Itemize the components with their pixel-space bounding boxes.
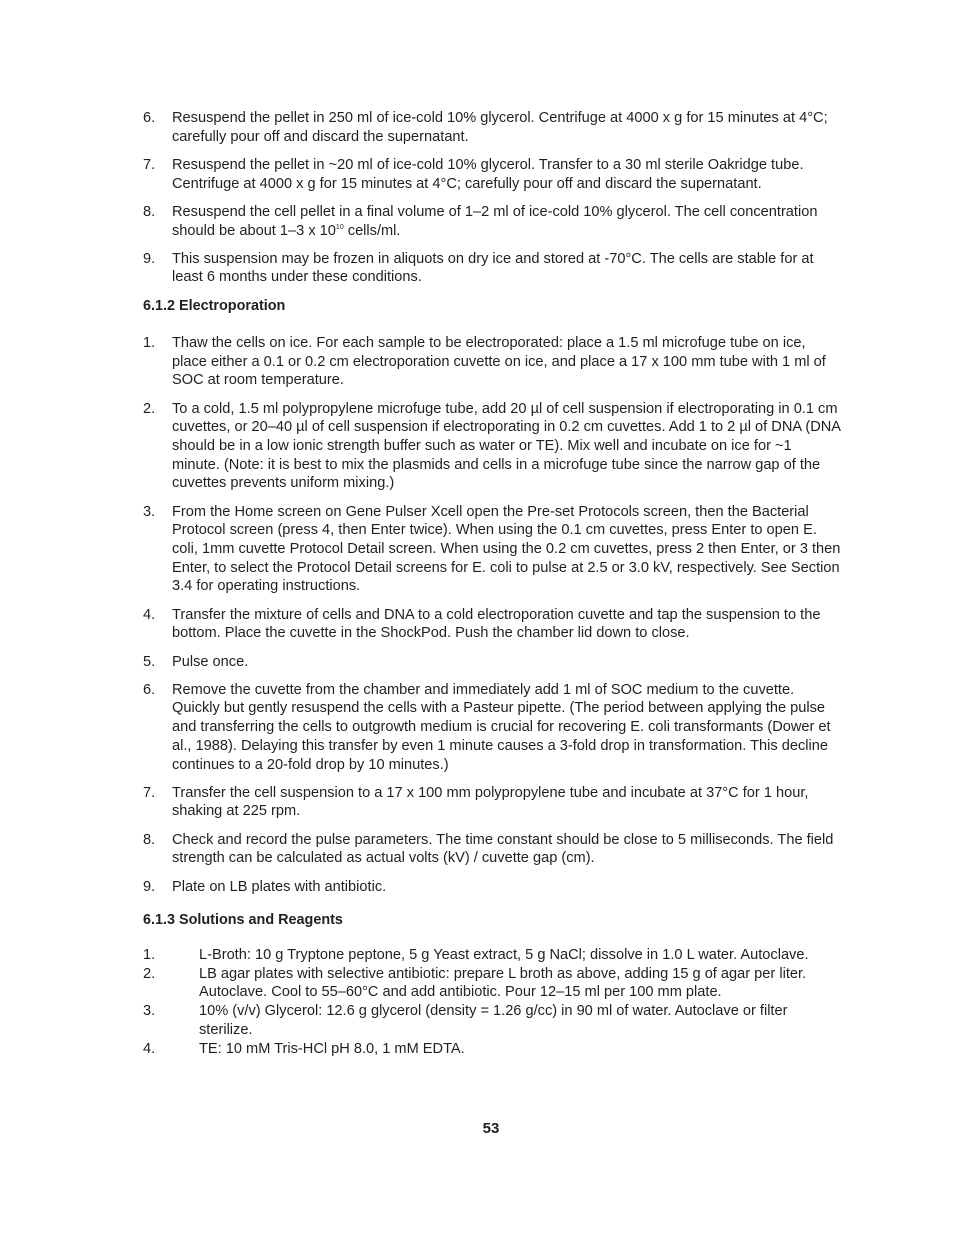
item-text: 10% (v/v) Glycerol: 12.6 g glycerol (density = 1.26 g/cc) in 90 ml of water. Autoclave or filter sterilize. bbox=[199, 1003, 788, 1038]
item-number: 2. bbox=[143, 965, 156, 982]
list-item bbox=[0, 1002, 954, 1039]
procedure-list-preparation bbox=[0, 109, 954, 297]
item-text: LB agar plates with selective antibiotic: prepare L broth as above, adding 15 g of agar per liter. Autoclave. Cool to 55–60°C and add antibiotic. Pour 12–15 ml per 100 mm plate. bbox=[199, 965, 807, 1001]
item-number: 4. bbox=[143, 1040, 156, 1057]
reagent-list bbox=[0, 946, 954, 1058]
item-text-post: cells/ml. bbox=[343, 222, 401, 239]
item-number: 6. bbox=[143, 681, 156, 698]
item-text: This suspension may be frozen in aliquots on dry ice and stored at -70°C. The cells are stable for at least 6 months under these conditions. bbox=[172, 250, 814, 286]
item-text: Thaw the cells on ice. For each sample to be electroporated: place a 1.5 ml microfuge tube on ice, place either a 0.1 or 0.2 cm electroporation cuvette on ice, and place a 17 x 100 mm tube with 1 ml of SOC at room temperature. bbox=[172, 335, 826, 389]
item-number: 7. bbox=[143, 784, 156, 801]
page-number: 53 bbox=[482, 1120, 500, 1137]
list-item bbox=[0, 681, 954, 775]
list-item bbox=[0, 334, 954, 390]
list-item bbox=[0, 965, 954, 1002]
item-text: Transfer the mixture of cells and DNA to a cold electroporation cuvette and tap the suspension to the bottom. Place the cuvette in the ShockPod. Push the chamber lid down to close. bbox=[172, 606, 821, 642]
list-item bbox=[0, 250, 954, 287]
item-text: Pulse once. bbox=[172, 653, 249, 670]
list-item bbox=[0, 203, 954, 240]
item-number: 8. bbox=[143, 203, 156, 220]
section-heading-solutions: 6.1.3 Solutions and Reagents bbox=[143, 912, 343, 928]
item-number: 6. bbox=[143, 110, 156, 126]
item-text: To a cold, 1.5 ml polypropylene microfuge tube, add 20 µl of cell suspension if electroporating in 0.1 cm cuvettes, or 20–40 µl of cell suspension if electroporating in 0.2 cm cuvettes. Add 1 to 2 µl of DNA (DNA should be in a low ionic strength buffer such as water or TE). Mix well and incubate on ice for ~1 minute. (Note: it is best to mix the plasmids and cells in a microfuge tube since the narrow gap of the cuvettes prevents uniform mixing.) bbox=[172, 400, 841, 492]
item-text: Resuspend the pellet in 250 ml of ice-cold 10% glycerol. Centrifuge at 4000 x g for 15 minutes at 4°C; carefully pour off and discard the supernatant. bbox=[172, 110, 828, 145]
procedure-list-electroporation bbox=[0, 334, 954, 906]
item-text bbox=[172, 204, 817, 239]
item-number: 9. bbox=[143, 878, 156, 895]
item-text: Transfer the cell suspension to a 17 x 100 mm polypropylene tube and incubate at 37°C for 1 hour, shaking at 225 rpm. bbox=[172, 784, 809, 820]
item-number: 9. bbox=[143, 250, 156, 267]
item-text: Remove the cuvette from the chamber and immediately add 1 ml of SOC medium to the cuvette. Quickly but gently resuspend the cells with a Pasteur pipette. (The period between applying the pulse and transferring the cells to outgrowth medium is crucial for recovering E. coli transformants (Dower et al., 1988). Delaying this transfer by even 1 minute causes a 3-fold drop in transformation. This decline continues to a 20-fold drop by 10 minutes.) bbox=[172, 681, 831, 773]
item-text: Resuspend the pellet in ~20 ml of ice-cold 10% glycerol. Transfer to a 30 ml sterile Oakridge tube. Centrifuge at 4000 x g for 15 minutes at 4°C; carefully pour off and discard the supernatant. bbox=[172, 156, 804, 192]
item-number: 3. bbox=[143, 1003, 156, 1020]
list-item bbox=[0, 400, 954, 494]
list-item bbox=[0, 878, 954, 897]
item-number: 1. bbox=[143, 335, 156, 351]
item-number: 3. bbox=[143, 503, 156, 520]
exponent: 10 bbox=[335, 223, 344, 231]
list-item bbox=[0, 653, 954, 672]
list-item bbox=[0, 503, 954, 597]
list-item bbox=[0, 109, 954, 146]
section-heading-electroporation: 6.1.2 Electroporation bbox=[143, 298, 286, 314]
item-text: Check and record the pulse parameters. The time constant should be close to 5 milliseconds. The field strength can be calculated as actual volts (kV) / cuvette gap (cm). bbox=[172, 831, 834, 867]
item-number: 5. bbox=[143, 653, 156, 670]
item-number: 4. bbox=[143, 606, 156, 623]
list-item bbox=[0, 831, 954, 868]
item-text: TE: 10 mM Tris-HCl pH 8.0, 1 mM EDTA. bbox=[199, 1040, 465, 1057]
list-item bbox=[0, 1040, 954, 1059]
list-item bbox=[0, 784, 954, 821]
item-number: 1. bbox=[143, 947, 156, 963]
item-text: From the Home screen on Gene Pulser Xcell open the Pre-set Protocols screen, then the Bacterial Protocol screen (press 4, then Enter twice). When using the 0.1 cm cuvettes, press Enter to open E. coli, 1mm cuvette Protocol Detail screen. When using the 0.2 cm cuvettes, press 2 then Enter, or 3 then Enter, to select the Protocol Detail screens for E. coli to pulse at 2.5 or 3.0 kV, respectively. See Section 3.4 for operating instructions. bbox=[172, 503, 841, 595]
item-number: 8. bbox=[143, 831, 156, 848]
list-item bbox=[0, 156, 954, 193]
item-text: L-Broth: 10 g Tryptone peptone, 5 g Yeast extract, 5 g NaCl; dissolve in 1.0 L water. Autoclave. bbox=[199, 947, 809, 963]
list-item bbox=[0, 606, 954, 643]
item-text-pre: Resuspend the cell pellet in a final volume of 1–2 ml of ice-cold 10% glycerol. The cell concentration should be about 1–3 x 10 bbox=[172, 203, 818, 239]
list-item bbox=[0, 946, 954, 965]
item-number: 2. bbox=[143, 400, 156, 417]
item-number: 7. bbox=[143, 156, 156, 173]
item-text: Plate on LB plates with antibiotic. bbox=[172, 878, 387, 895]
